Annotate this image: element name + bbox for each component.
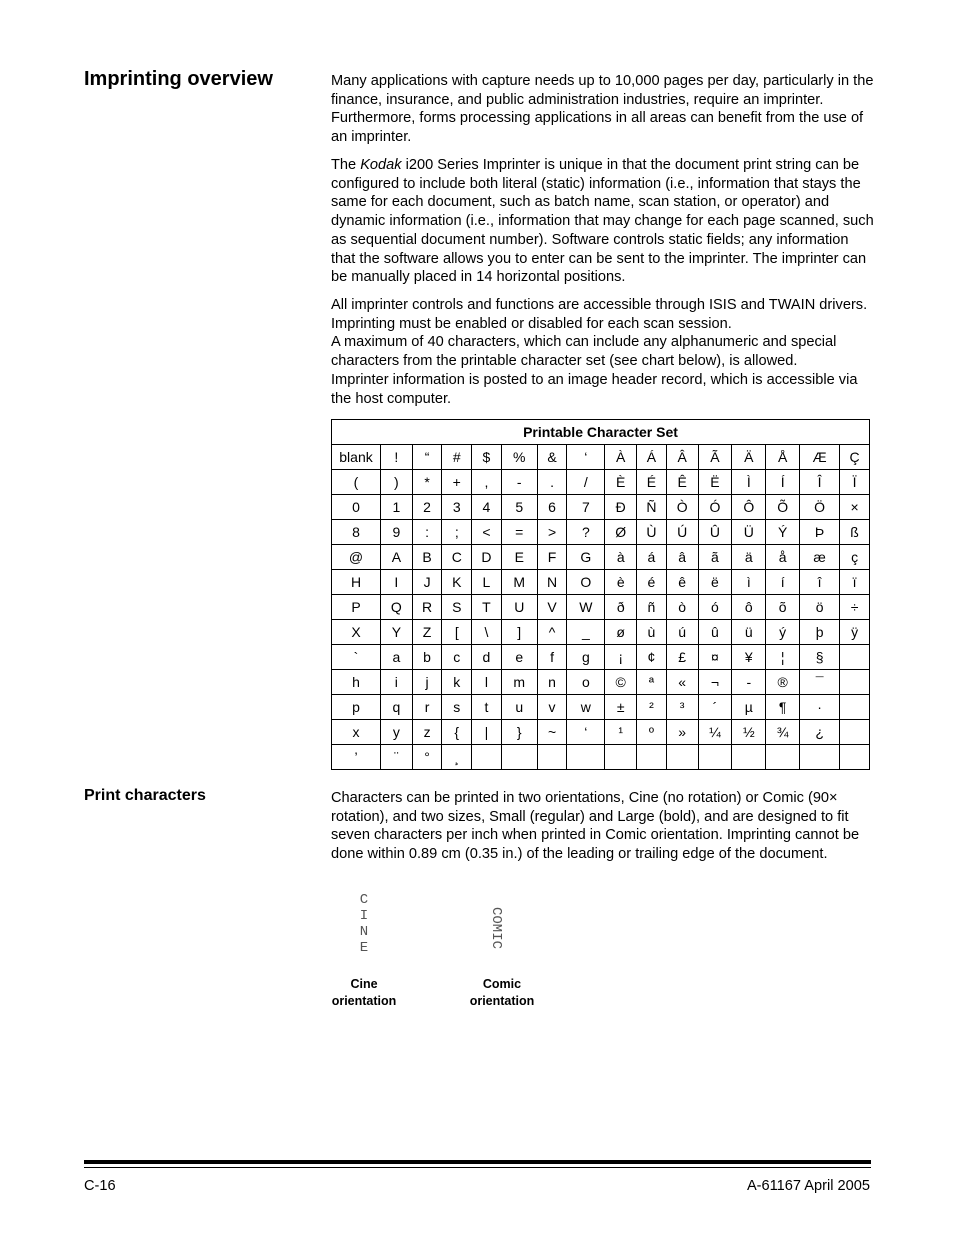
- table-cell: ®: [766, 670, 800, 695]
- table-cell: Ç: [840, 445, 870, 470]
- table-cell: ¢: [637, 645, 667, 670]
- table-cell: ø: [605, 620, 637, 645]
- table-cell: ³: [666, 695, 698, 720]
- table-cell: ¿: [800, 720, 840, 745]
- table-cell: 4: [472, 495, 502, 520]
- table-cell: Ï: [840, 470, 870, 495]
- table-cell: ï: [840, 570, 870, 595]
- table-cell: æ: [800, 545, 840, 570]
- table-cell: õ: [766, 595, 800, 620]
- table-cell: ¹: [605, 720, 637, 745]
- table-cell: Ò: [666, 495, 698, 520]
- table-cell: î: [800, 570, 840, 595]
- p3-line-b: A maximum of 40 characters, which can include any alphanumeric and special characters from the printable character set (see chart below), is allowed.: [331, 334, 837, 370]
- table-cell: B: [412, 545, 442, 570]
- section-heading-print-characters: Print characters: [84, 787, 206, 804]
- table-cell: t: [472, 695, 502, 720]
- table-cell: r: [412, 695, 442, 720]
- table-cell: P: [332, 595, 381, 620]
- table-body: [332, 445, 870, 770]
- table-cell: Ü: [732, 520, 766, 545]
- table-cell: :: [412, 520, 442, 545]
- table-cell: ‘: [567, 445, 605, 470]
- table-cell: O: [567, 570, 605, 595]
- table-cell: á: [637, 545, 667, 570]
- table-cell: ß: [840, 520, 870, 545]
- table-row: [332, 570, 870, 595]
- table-cell: Ã: [698, 445, 732, 470]
- table-cell: blank: [332, 445, 381, 470]
- table-cell: d: [472, 645, 502, 670]
- table-cell: v: [537, 695, 567, 720]
- table-cell: Ý: [766, 520, 800, 545]
- table-cell: 6: [537, 495, 567, 520]
- table-cell: [666, 745, 698, 770]
- table-cell: ÷: [840, 595, 870, 620]
- p2-brand: Kodak: [360, 157, 402, 173]
- table-row: [332, 745, 870, 770]
- table-cell: w: [567, 695, 605, 720]
- table-cell: Û: [698, 520, 732, 545]
- table-cell: 3: [442, 495, 472, 520]
- table-cell: 8: [332, 520, 381, 545]
- table-cell: [840, 695, 870, 720]
- table-cell: ¸: [442, 745, 472, 770]
- table-cell: ô: [732, 595, 766, 620]
- table-cell: Ð: [605, 495, 637, 520]
- table-cell: Ê: [666, 470, 698, 495]
- comic-orientation-sample: COMIC: [488, 907, 504, 950]
- cine-orientation-sample: [356, 892, 372, 956]
- table-cell: Â: [666, 445, 698, 470]
- table-cell: -: [501, 470, 537, 495]
- table-cell: I: [381, 570, 413, 595]
- cine-letter: I: [359, 908, 369, 924]
- table-cell: ¤: [698, 645, 732, 670]
- table-cell: |: [472, 720, 502, 745]
- table-cell: ª: [637, 670, 667, 695]
- table-cell: É: [637, 470, 667, 495]
- table-cell: Þ: [800, 520, 840, 545]
- table-cell: }: [501, 720, 537, 745]
- table-cell: X: [332, 620, 381, 645]
- table-cell: ì: [732, 570, 766, 595]
- table-cell: Á: [637, 445, 667, 470]
- table-cell: [698, 745, 732, 770]
- table-cell: [840, 745, 870, 770]
- table-cell: ¡: [605, 645, 637, 670]
- table-cell: «: [666, 670, 698, 695]
- table-row: [332, 670, 870, 695]
- table-cell: ¯: [800, 670, 840, 695]
- table-cell: g: [567, 645, 605, 670]
- table-cell: [501, 745, 537, 770]
- table-cell: @: [332, 545, 381, 570]
- table-cell: [637, 745, 667, 770]
- table-cell: [840, 645, 870, 670]
- table-cell: _: [567, 620, 605, 645]
- table-cell: ?: [567, 520, 605, 545]
- table-cell: Æ: [800, 445, 840, 470]
- cine-caption-line-1: Cine: [350, 977, 378, 991]
- overview-paragraph-3: [331, 296, 876, 408]
- table-cell: ç: [840, 545, 870, 570]
- table-cell: [567, 745, 605, 770]
- table-cell: ‘: [567, 720, 605, 745]
- table-cell: i: [381, 670, 413, 695]
- table-cell: x: [332, 720, 381, 745]
- table-cell: ¶: [766, 695, 800, 720]
- table-cell: ¨: [381, 745, 413, 770]
- table-cell: þ: [800, 620, 840, 645]
- table-cell: H: [332, 570, 381, 595]
- table-cell: Ì: [732, 470, 766, 495]
- table-row: [332, 445, 870, 470]
- table-cell: M: [501, 570, 537, 595]
- table-cell: z: [412, 720, 442, 745]
- table-cell: “: [412, 445, 442, 470]
- comic-caption: [463, 976, 541, 1010]
- p3-line-c: Imprinter information is posted to an image header record, which is accessible via the host computer.: [331, 371, 858, 407]
- table-cell: T: [472, 595, 502, 620]
- table-cell: Õ: [766, 495, 800, 520]
- table-cell: \: [472, 620, 502, 645]
- printable-character-table: [331, 419, 870, 770]
- table-cell: ): [381, 470, 413, 495]
- table-cell: 5: [501, 495, 537, 520]
- table-cell: =: [501, 520, 537, 545]
- table-cell: ÿ: [840, 620, 870, 645]
- table-cell: p: [332, 695, 381, 720]
- comic-caption-line-2: orientation: [469, 994, 535, 1008]
- table-title: Printable Character Set: [332, 420, 870, 445]
- table-cell: ¾: [766, 720, 800, 745]
- table-cell: a: [381, 645, 413, 670]
- table-cell: >: [537, 520, 567, 545]
- table-cell: +: [442, 470, 472, 495]
- table-cell: 9: [381, 520, 413, 545]
- table-row: [332, 645, 870, 670]
- p2-prefix: The: [331, 157, 361, 173]
- cine-letter: N: [359, 924, 369, 940]
- table-cell: b: [412, 645, 442, 670]
- table-cell: ê: [666, 570, 698, 595]
- table-cell: §: [800, 645, 840, 670]
- table-cell: Ñ: [637, 495, 667, 520]
- table-cell: À: [605, 445, 637, 470]
- table-cell: [537, 745, 567, 770]
- table-cell: 2: [412, 495, 442, 520]
- table-cell: L: [472, 570, 502, 595]
- cine-letter: C: [359, 892, 369, 908]
- table-row: [332, 595, 870, 620]
- table-cell: 0: [332, 495, 381, 520]
- document-id-date: A-61167 April 2005: [746, 1178, 870, 1194]
- table-cell: ñ: [637, 595, 667, 620]
- table-cell: ©: [605, 670, 637, 695]
- table-cell: F: [537, 545, 567, 570]
- table-cell: !: [381, 445, 413, 470]
- table-cell: à: [605, 545, 637, 570]
- table-cell: ä: [732, 545, 766, 570]
- table-cell: D: [472, 545, 502, 570]
- cine-caption: [326, 976, 402, 1010]
- table-cell: ¥: [732, 645, 766, 670]
- table-cell: ð: [605, 595, 637, 620]
- table-cell: (: [332, 470, 381, 495]
- table-cell: R: [412, 595, 442, 620]
- table-cell: ^: [537, 620, 567, 645]
- table-cell: *: [412, 470, 442, 495]
- table-cell: C: [442, 545, 472, 570]
- table-cell: n: [537, 670, 567, 695]
- table-cell: [472, 745, 502, 770]
- table-cell: Ø: [605, 520, 637, 545]
- table-cell: f: [537, 645, 567, 670]
- table-cell: [840, 720, 870, 745]
- table-cell: [732, 745, 766, 770]
- table-cell: »: [666, 720, 698, 745]
- overview-paragraph-1: Many applications with capture needs up to 10,000 pages per day, particularly in the finance, insurance, and public administration industries, require an imprinter. Furthermore, forms processing applications in all areas can benefit from the use of an imprinter.: [331, 73, 874, 146]
- table-cell: ’: [332, 745, 381, 770]
- p2-rest: i200 Series Imprinter is unique in that the document print string can be configured to include both literal (static) information (i.e., information that stays the same for each document, such as batch name, scan station, or operator) and dynamic information (i.e., information that may change for each page scanned, such as sequential document number). Software controls static fields; any information that the software allows you to enter can be sent to the imprinter. The imprinter can be manually placed in 14 horizontal positions.: [331, 157, 874, 286]
- table-row: [332, 495, 870, 520]
- table-cell: E: [501, 545, 537, 570]
- table-cell: u: [501, 695, 537, 720]
- table-cell: å: [766, 545, 800, 570]
- table-cell: .: [537, 470, 567, 495]
- table-cell: £: [666, 645, 698, 670]
- table-cell: ²: [637, 695, 667, 720]
- table-cell: [766, 745, 800, 770]
- table-cell: K: [442, 570, 472, 595]
- table-cell: Í: [766, 470, 800, 495]
- table-cell: ¼: [698, 720, 732, 745]
- table-cell: /: [567, 470, 605, 495]
- table-cell: S: [442, 595, 472, 620]
- table-cell: j: [412, 670, 442, 695]
- table-cell: o: [567, 670, 605, 695]
- section-heading-imprinting-overview: Imprinting overview: [84, 68, 273, 90]
- table-cell: ã: [698, 545, 732, 570]
- table-cell: <: [472, 520, 502, 545]
- table-cell: ~: [537, 720, 567, 745]
- table-row: [332, 720, 870, 745]
- table-cell: U: [501, 595, 537, 620]
- table-cell: k: [442, 670, 472, 695]
- table-cell: Ë: [698, 470, 732, 495]
- table-cell: {: [442, 720, 472, 745]
- table-cell: G: [567, 545, 605, 570]
- table-cell: Ö: [800, 495, 840, 520]
- table-cell: ü: [732, 620, 766, 645]
- table-cell: â: [666, 545, 698, 570]
- overview-paragraph-2: [331, 156, 876, 287]
- table-cell: ½: [732, 720, 766, 745]
- footer-rule-thin: [84, 1167, 871, 1168]
- table-cell: J: [412, 570, 442, 595]
- table-cell: A: [381, 545, 413, 570]
- table-cell: q: [381, 695, 413, 720]
- table-cell: Î: [800, 470, 840, 495]
- table-cell: µ: [732, 695, 766, 720]
- table-cell: Ó: [698, 495, 732, 520]
- table-cell: W: [567, 595, 605, 620]
- table-cell: ë: [698, 570, 732, 595]
- cine-caption-line-2: orientation: [331, 994, 397, 1008]
- table-cell: Z: [412, 620, 442, 645]
- table-cell: È: [605, 470, 637, 495]
- table-row: [332, 695, 870, 720]
- table-cell: e: [501, 645, 537, 670]
- table-cell: Ú: [666, 520, 698, 545]
- table-cell: Ô: [732, 495, 766, 520]
- table-row: [332, 470, 870, 495]
- table-cell: y: [381, 720, 413, 745]
- table-cell: ·: [800, 695, 840, 720]
- table-cell: Å: [766, 445, 800, 470]
- table-cell: è: [605, 570, 637, 595]
- table-cell: s: [442, 695, 472, 720]
- table-cell: Ä: [732, 445, 766, 470]
- table-cell: -: [732, 670, 766, 695]
- table-cell: Q: [381, 595, 413, 620]
- table-cell: ±: [605, 695, 637, 720]
- table-row: [332, 620, 870, 645]
- table-cell: [800, 745, 840, 770]
- table-cell: °: [412, 745, 442, 770]
- table-cell: û: [698, 620, 732, 645]
- table-row: [332, 520, 870, 545]
- table-cell: N: [537, 570, 567, 595]
- table-cell: º: [637, 720, 667, 745]
- table-cell: &: [537, 445, 567, 470]
- table-cell: %: [501, 445, 537, 470]
- table-cell: ;: [442, 520, 472, 545]
- table-cell: ú: [666, 620, 698, 645]
- table-cell: Y: [381, 620, 413, 645]
- table-cell: Ù: [637, 520, 667, 545]
- table-cell: í: [766, 570, 800, 595]
- table-cell: `: [332, 645, 381, 670]
- table-cell: é: [637, 570, 667, 595]
- table-cell: [840, 670, 870, 695]
- p3-line-a: All imprinter controls and functions are accessible through ISIS and TWAIN drivers. Imprinting must be enabled or disabled for each scan session.: [331, 297, 868, 332]
- table-cell: h: [332, 670, 381, 695]
- table-cell: $: [472, 445, 502, 470]
- table-cell: [: [442, 620, 472, 645]
- table-cell: ö: [800, 595, 840, 620]
- table-cell: ò: [666, 595, 698, 620]
- table-cell: [605, 745, 637, 770]
- table-cell: ]: [501, 620, 537, 645]
- table-cell: V: [537, 595, 567, 620]
- cine-letter: E: [359, 940, 369, 956]
- table-cell: ù: [637, 620, 667, 645]
- page-number: C-16: [84, 1178, 116, 1194]
- table-cell: ,: [472, 470, 502, 495]
- table-cell: #: [442, 445, 472, 470]
- print-characters-paragraph: Characters can be printed in two orientations, Cine (no rotation) or Comic (90× rotation), and two sizes, Small (regular) and Large (bold), and are designed to fit seven characters per inch when printed in Comic orientation. Imprinting cannot be done within 0.89 cm (0.35 in.) of the leading or trailing edge of the document.: [331, 790, 860, 863]
- table-cell: 1: [381, 495, 413, 520]
- table-cell: ý: [766, 620, 800, 645]
- footer-rule-thick: [84, 1160, 871, 1164]
- table-cell: ×: [840, 495, 870, 520]
- table-cell: c: [442, 645, 472, 670]
- comic-caption-line-1: Comic: [482, 977, 522, 991]
- table-cell: 7: [567, 495, 605, 520]
- table-cell: ó: [698, 595, 732, 620]
- table-cell: m: [501, 670, 537, 695]
- table-row: [332, 545, 870, 570]
- table-cell: ¬: [698, 670, 732, 695]
- table-cell: ´: [698, 695, 732, 720]
- table-cell: l: [472, 670, 502, 695]
- table-cell: ¦: [766, 645, 800, 670]
